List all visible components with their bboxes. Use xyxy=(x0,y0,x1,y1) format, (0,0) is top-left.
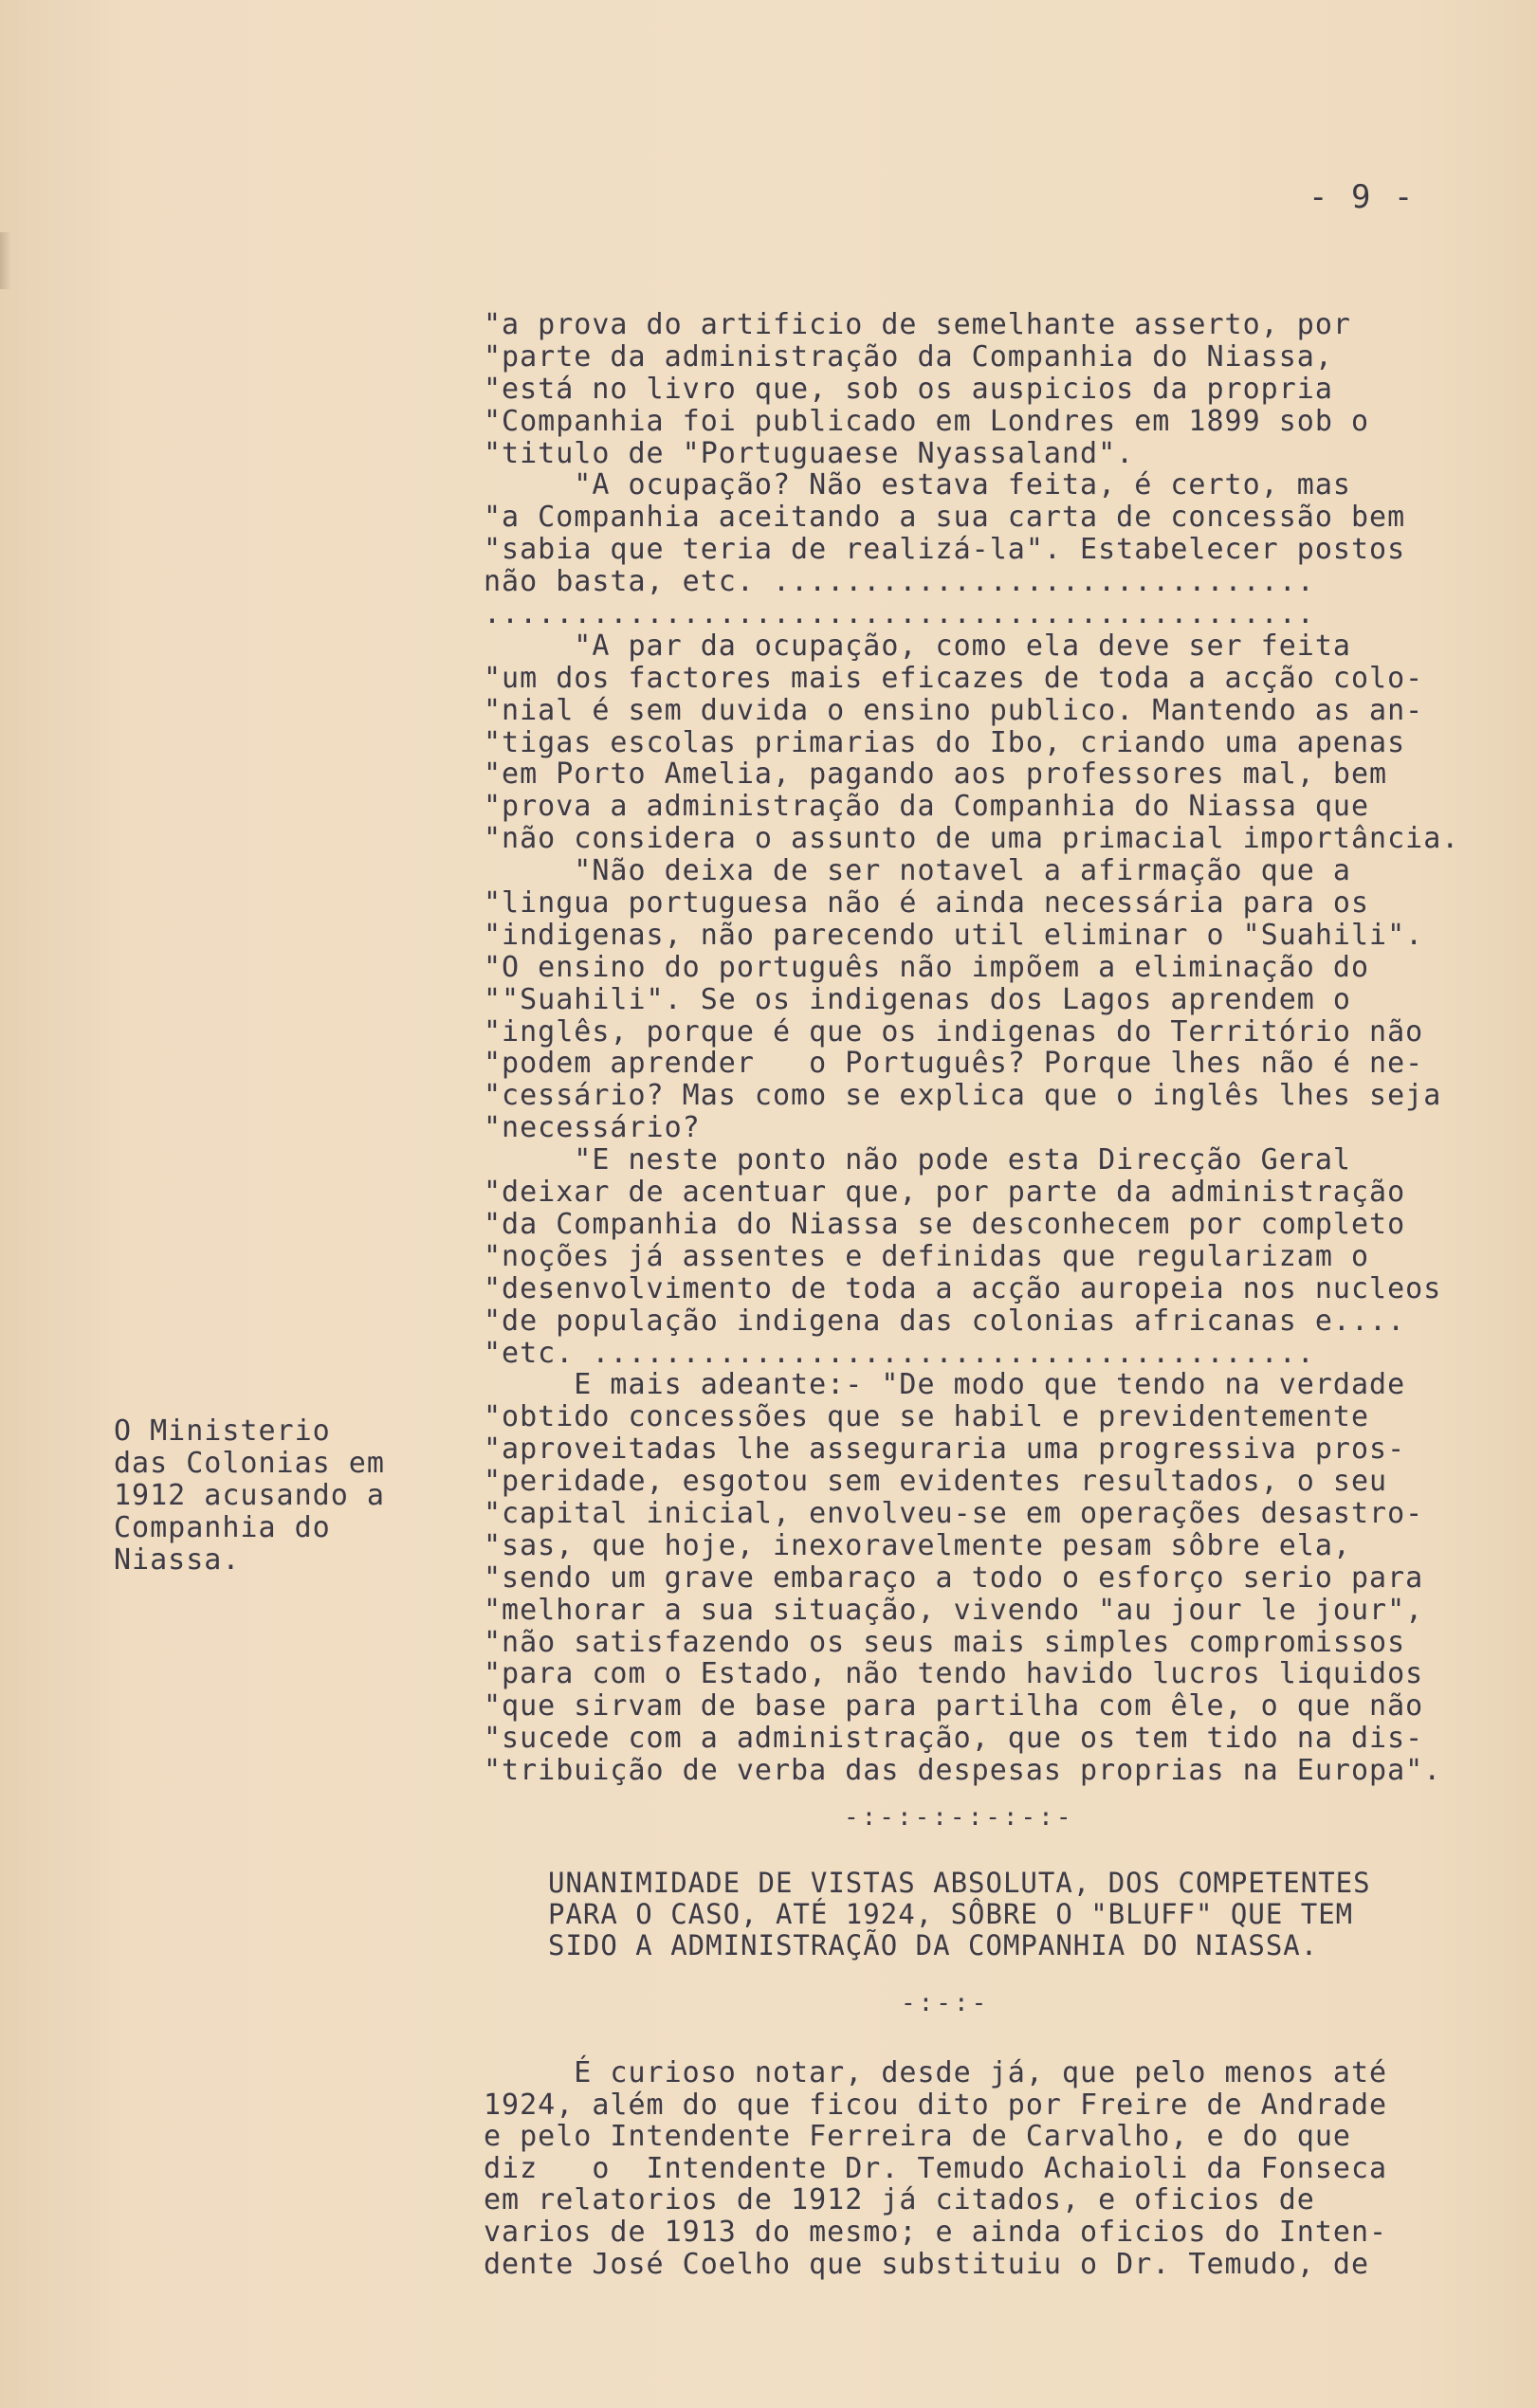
closing-text-block xyxy=(484,2057,1527,2280)
text-line: "não satisfazendo os seus mais simples compromissos xyxy=(484,1625,1406,1659)
text-line: "não considera o assunto de uma primacial importância. xyxy=(484,822,1460,856)
margin-note-line: 1912 acusando a xyxy=(114,1479,385,1512)
text-line: "obtido concessões que se habil e previdentemente xyxy=(484,1400,1370,1434)
text-line: não basta, etc. .............................. xyxy=(484,565,1315,599)
text-line: "tribuição de verba das despesas proprias na Europa". xyxy=(484,1754,1442,1788)
text-line: "em Porto Amelia, pagando aos professores mal, bem xyxy=(484,757,1388,792)
text-line: "sabia que teria de realizá-la". Estabelecer postos xyxy=(484,533,1406,567)
margin-note xyxy=(114,1415,436,1577)
text-line: "E neste ponto não pode esta Direcção Geral xyxy=(484,1143,1351,1177)
text-line: "nial é sem duvida o ensino publico. Mantendo as an- xyxy=(484,693,1424,727)
text-line: "a Companhia aceitando a sua carta de concessão bem xyxy=(484,501,1406,535)
page-number: - 9 - xyxy=(1308,178,1416,216)
text-line: 1924, além do que ficou dito por Freire de Andrade xyxy=(484,2088,1388,2122)
margin-note-line: das Colonias em xyxy=(114,1447,385,1480)
text-line: em relatorios de 1912 já citados, e oficios de xyxy=(484,2183,1315,2217)
text-line: "necessário? xyxy=(484,1111,701,1145)
text-line: "titulo de "Portuguaese Nyassaland". xyxy=(484,436,1135,470)
text-line: "noções já assentes e definidas que regularizam o xyxy=(484,1239,1370,1273)
text-line: "indigenas, não parecendo util eliminar o "Suahili". xyxy=(484,918,1424,952)
text-line: "parte da administração da Companhia do Niassa, xyxy=(484,339,1333,374)
text-line: "sas, que hoje, inexoravelmente pesam sôbre ela, xyxy=(484,1528,1351,1562)
text-line: "deixar de acentuar que, por parte da administração xyxy=(484,1176,1406,1210)
text-line: varios de 1913 do mesmo; e ainda oficios do Inten- xyxy=(484,2215,1388,2249)
text-line: "sendo um grave embaraço a todo o esforço serio para xyxy=(484,1560,1424,1595)
heading-line: UNANIMIDADE DE VISTAS ABSOLUTA, DOS COMPETENTES xyxy=(548,1867,1371,1899)
text-line: "capital inicial, envolveu-se em operações desastro- xyxy=(484,1496,1424,1530)
margin-note-line: Companhia do xyxy=(114,1511,331,1544)
margin-note-line: O Ministerio xyxy=(114,1414,331,1448)
text-line: "A par da ocupação, como ela deve ser feita xyxy=(484,629,1351,663)
text-line: "O ensino do português não impõem a eliminação do xyxy=(484,950,1370,984)
section-heading xyxy=(548,1868,1371,1961)
text-line: "peridade, esgotou sem evidentes resultados, o seu xyxy=(484,1465,1388,1499)
text-line: "cessário? Mas como se explica que o inglês lhes seja xyxy=(484,1079,1442,1113)
text-line: "da Companhia do Niassa se desconhecem por completo xyxy=(484,1207,1406,1241)
main-text-block xyxy=(484,309,1527,1787)
text-line: diz o Intendente Dr. Temudo Achaioli da Fonseca xyxy=(484,2151,1388,2185)
text-line: "sucede com a administração, que os tem tido na dis- xyxy=(484,1722,1424,1756)
text-line: "a prova do artificio de semelhante asserto, por xyxy=(484,308,1351,341)
margin-note-line: Niassa. xyxy=(114,1543,241,1577)
text-line: "um dos factores mais eficazes de toda a acção colo- xyxy=(484,661,1424,695)
text-line: dente José Coelho que substituiu o Dr. Temudo, de xyxy=(484,2247,1370,2281)
text-line: "lingua portuguesa não é ainda necessária para os xyxy=(484,886,1370,921)
text-line: ""Suahili". Se os indigenas dos Lagos aprendem o xyxy=(484,982,1351,1016)
heading-line: PARA O CASO, ATÉ 1924, SÔBRE O "BLUFF" QUE TEM xyxy=(548,1898,1354,1930)
section-separator: -:-:-:-:-:-:- xyxy=(844,1803,1074,1832)
text-line: "aproveitadas lhe asseguraria uma progressiva pros- xyxy=(484,1432,1406,1467)
text-line: "desenvolvimento de toda a acção auropeia nos nucleos xyxy=(484,1271,1442,1305)
text-line: "que sirvam de base para partilha com êle, o que não xyxy=(484,1689,1424,1724)
section-separator-small: -:-:- xyxy=(901,1989,990,2017)
text-line: E mais adeante:- "De modo que tendo na verdade xyxy=(484,1368,1406,1402)
text-line: "Companhia foi publicado em Londres em 1899 sob o xyxy=(484,404,1370,438)
text-line: "Não deixa de ser notavel a afirmação que a xyxy=(484,854,1351,888)
paper-fold-mark xyxy=(0,232,11,289)
text-line: "podem aprender o Português? Porque lhes não é ne- xyxy=(484,1047,1424,1081)
text-line: "A ocupação? Não estava feita, é certo, mas xyxy=(484,468,1351,502)
text-line: "etc. ........................................ xyxy=(484,1336,1315,1370)
text-line: "está no livro que, sob os auspicios da propria xyxy=(484,372,1333,406)
heading-line: SIDO A ADMINISTRAÇÃO DA COMPANHIA DO NIASSA. xyxy=(548,1929,1319,1961)
text-line: e pelo Intendente Ferreira de Carvalho, e do que xyxy=(484,2120,1351,2154)
text-line: "inglês, porque é que os indigenas do Território não xyxy=(484,1014,1424,1049)
text-line: "prova a administração da Companhia do Niassa que xyxy=(484,790,1370,824)
text-line: "de população indigena das colonias africanas e.... xyxy=(484,1304,1406,1338)
text-line: É curioso notar, desde já, que pelo menos até xyxy=(484,2056,1388,2089)
text-line: .............................................. xyxy=(484,597,1315,631)
text-line: "melhorar a sua situação, vivendo "au jour le jour", xyxy=(484,1593,1424,1627)
text-line: "tigas escolas primarias do Ibo, criando uma apenas xyxy=(484,725,1406,759)
text-line: "para com o Estado, não tendo havido lucros liquidos xyxy=(484,1657,1424,1691)
